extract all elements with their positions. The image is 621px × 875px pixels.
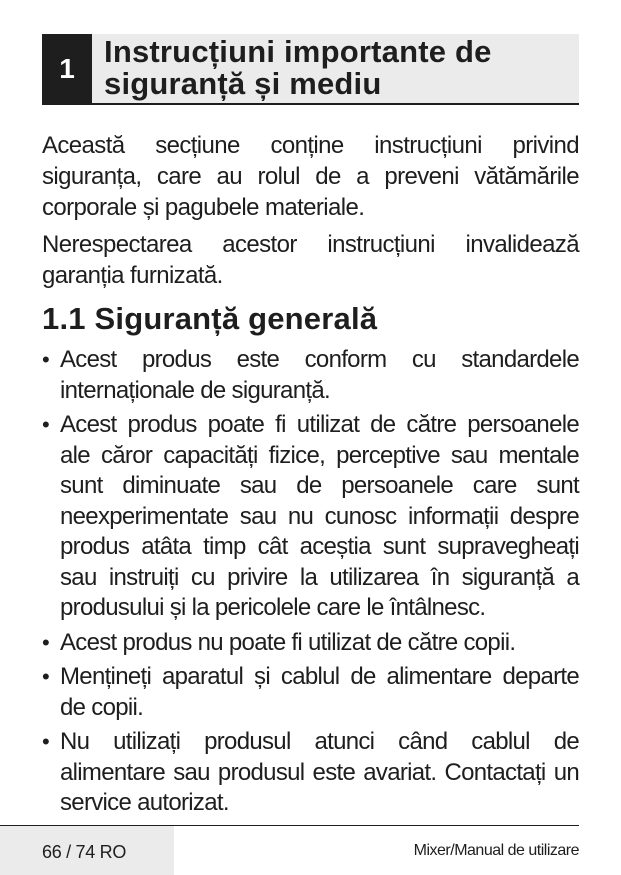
bullet-text: Acest produs este conform cu standardele internaționale de siguranță. <box>60 346 579 404</box>
bullet-icon: • <box>42 729 50 754</box>
intro-paragraph-2: Nerespectarea acestor instrucțiuni invalidează garanția furnizată. <box>42 231 579 289</box>
bullet-text: Mențineți aparatul și cablul de alimentare departe de copii. <box>60 663 579 721</box>
bullet-text: Acest produs nu poate fi utilizat de către copii. <box>60 628 516 656</box>
chapter-title-line-2: siguranță și mediu <box>104 66 382 101</box>
safety-bullet-list <box>42 345 579 819</box>
list-item <box>42 345 579 406</box>
chapter-number-badge: 1 <box>42 34 92 104</box>
bullet-icon: • <box>42 629 50 655</box>
document-reference: Mixer/Manual de utilizare <box>413 842 579 859</box>
bullet-icon: • <box>42 664 50 689</box>
list-item <box>42 410 579 624</box>
list-item <box>42 628 579 659</box>
page-number: 66 / 74 RO <box>42 842 127 862</box>
section-header <box>42 34 579 104</box>
bullet-text: Nu utilizați produsul atunci când cablul de alimentare sau produsul este avariat. Contactați un service autorizat. <box>60 728 579 816</box>
section-heading: 1.1 Siguranță generală <box>42 301 378 336</box>
chapter-title-line-1: Instrucțiuni importante de <box>104 34 492 69</box>
bullet-icon: • <box>42 347 50 372</box>
page-content <box>42 130 579 823</box>
list-item <box>42 727 579 819</box>
header-underline <box>42 103 579 105</box>
bullet-text: Acest produs poate fi utilizat de către persoanele ale căror capacități fizice, perceptive sau mentale sunt diminuate sau de persoanele care sunt neexperimentate sau nu cunosc informații despre produs atâta timp cât aceștia sunt supravegheați sau instruiți cu privire la utilizarea în siguranță a produsului și la pericolele care le întâlnesc. <box>60 411 579 621</box>
bullet-icon: • <box>42 412 50 437</box>
list-item <box>42 662 579 723</box>
intro-paragraph-1: Această secțiune conține instrucțiuni privind siguranța, care au rolul de a preveni vătămările corporale și pagubele materiale. <box>42 132 579 221</box>
chapter-title <box>104 36 579 100</box>
